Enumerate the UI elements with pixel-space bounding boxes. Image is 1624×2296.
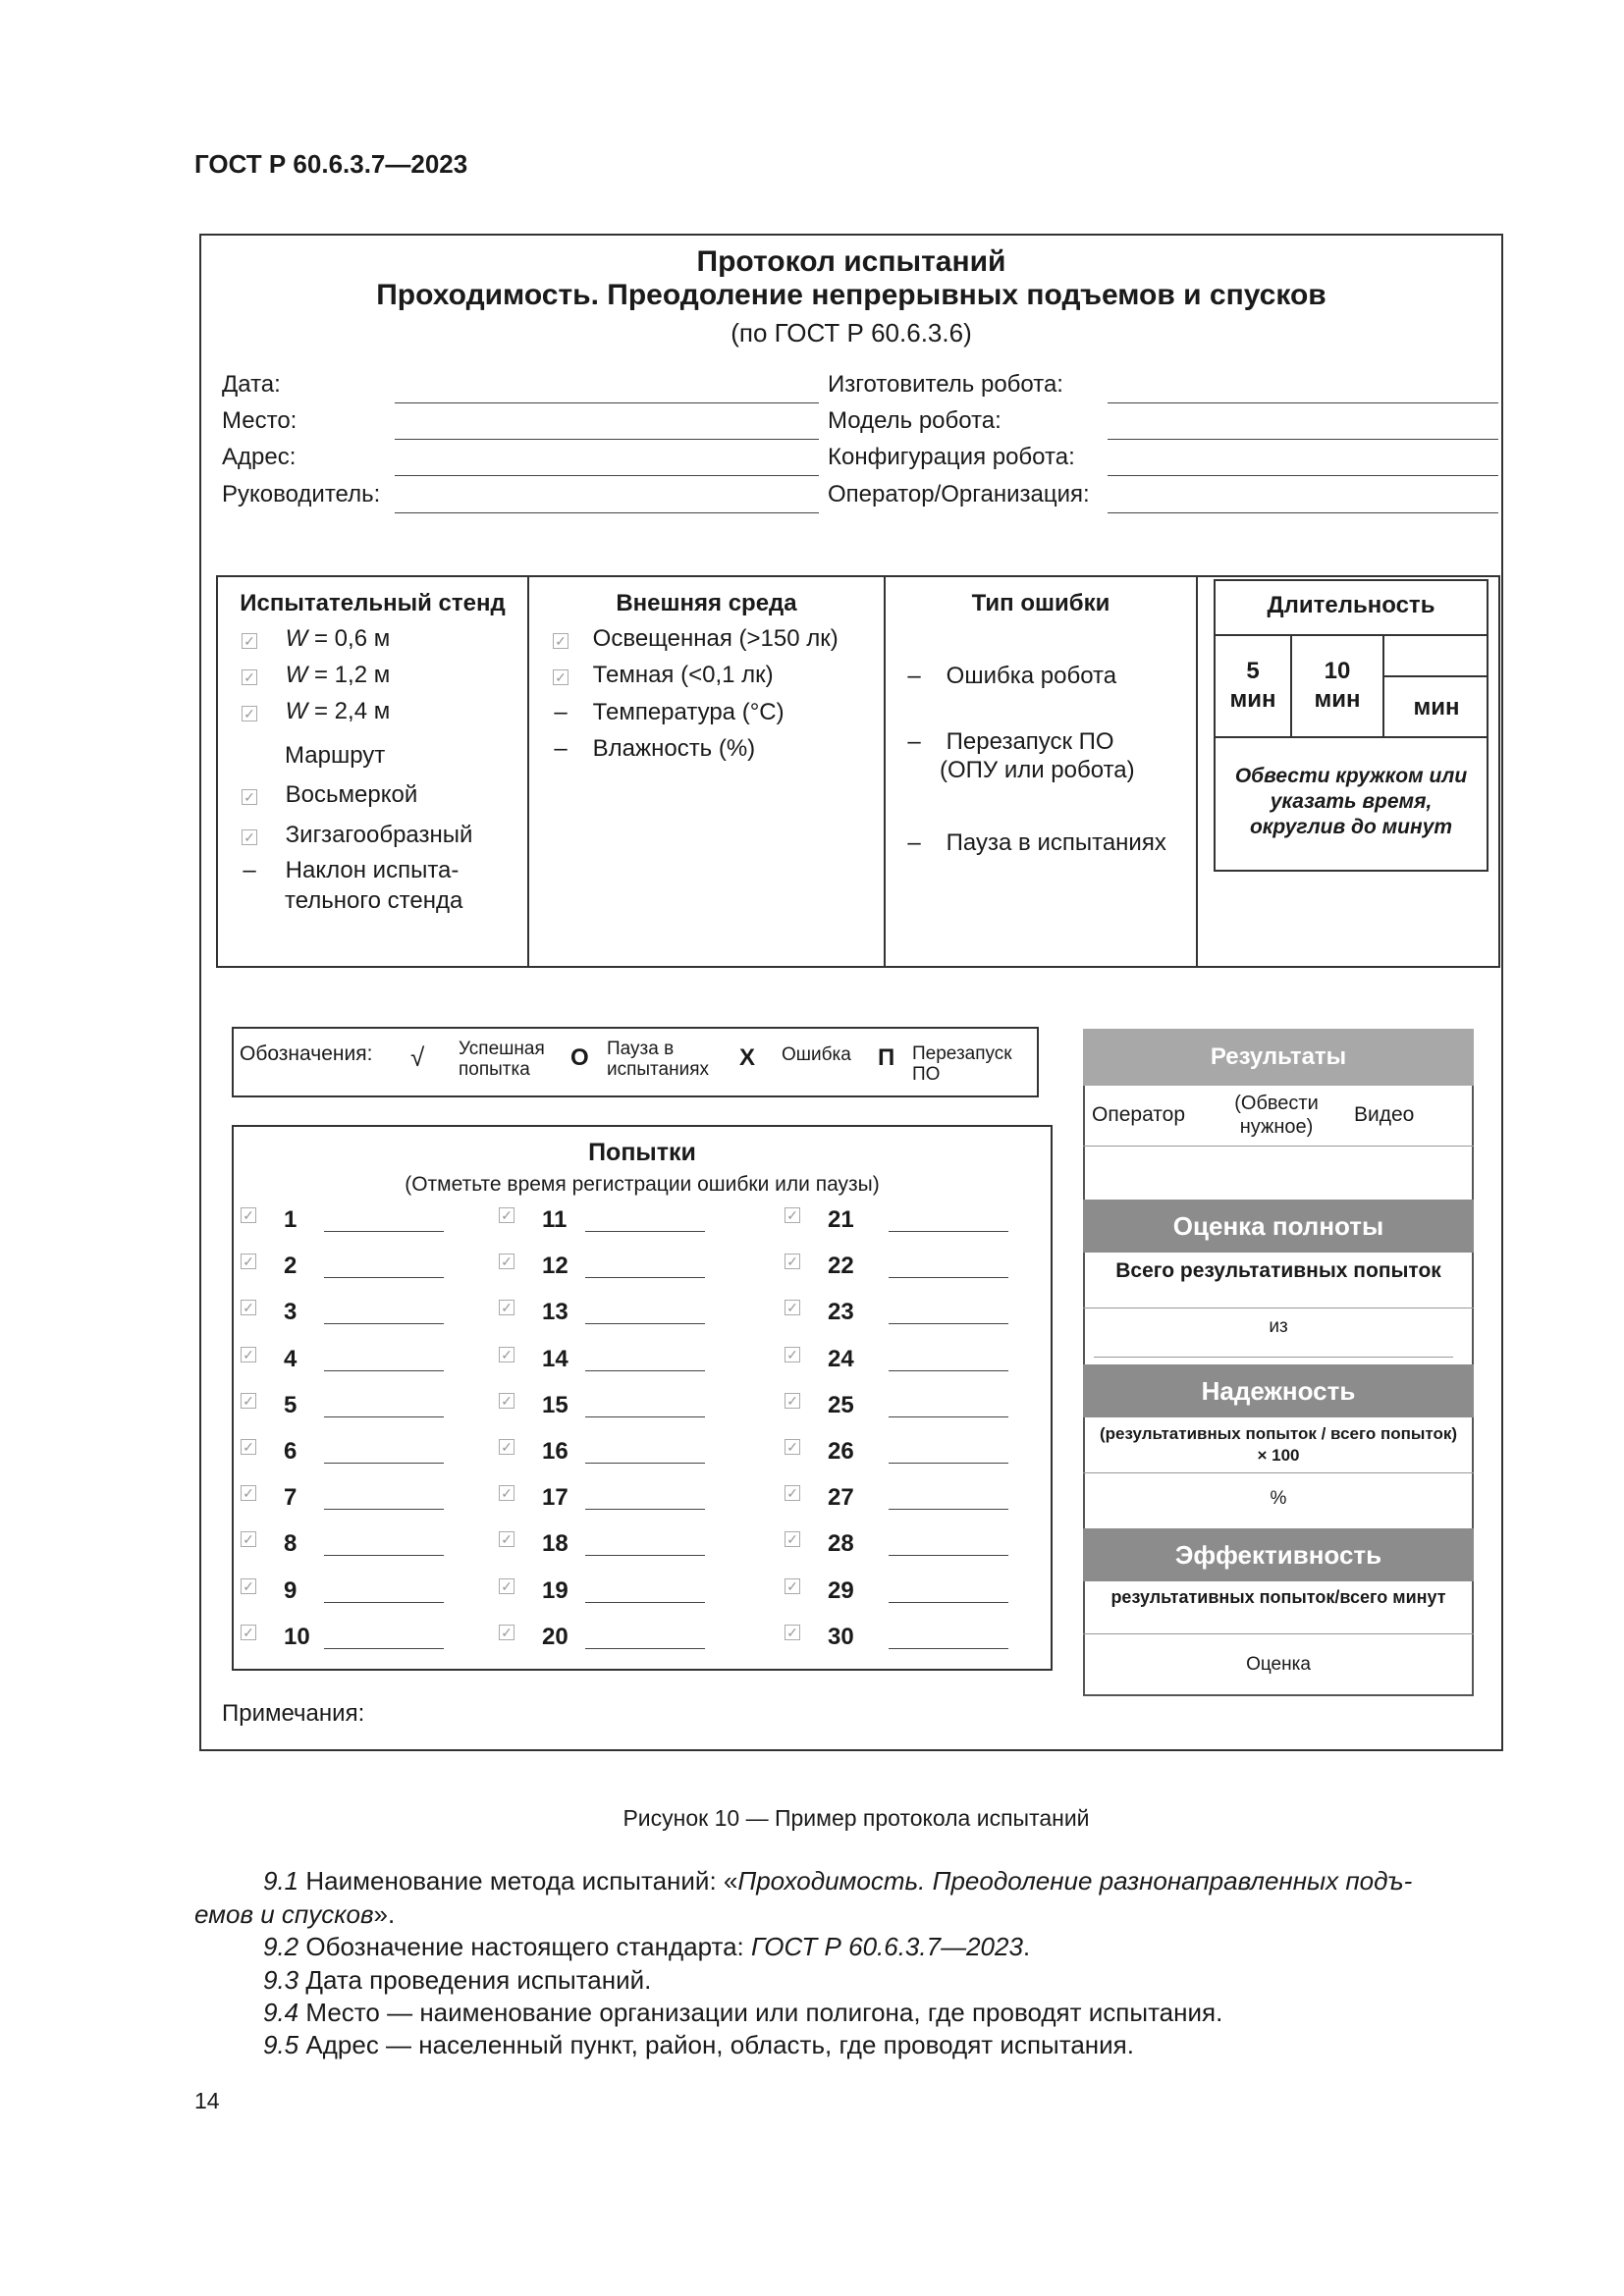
duration-note-line: Обвести кружком или <box>1234 765 1468 787</box>
figure-caption: Рисунок 10 — Пример протокола испытаний <box>623 1805 1090 1831</box>
duration-heading: Длительность <box>1267 592 1435 618</box>
field-line-configuration[interactable] <box>1108 475 1498 476</box>
page-number: 14 <box>194 2088 220 2113</box>
paragraph-text: Обозначение настоящего стандарта: <box>298 1932 752 1961</box>
attempt-checkbox[interactable]: ✓ <box>785 1300 800 1315</box>
env-dark[interactable] <box>553 662 774 689</box>
duration-note-line: округлив до минут <box>1249 816 1453 838</box>
legend-text: ПО <box>912 1064 941 1085</box>
checkbox-icon[interactable]: ✓ <box>242 829 257 845</box>
attempt-time-line[interactable] <box>324 1416 444 1417</box>
attempt-number: 20 <box>542 1623 568 1650</box>
checkbox-icon[interactable]: ✓ <box>242 789 257 805</box>
divider <box>1214 634 1489 636</box>
duration-note <box>1214 764 1489 840</box>
attempt-checkbox[interactable]: ✓ <box>499 1254 514 1269</box>
clause-number: 9.3 <box>263 1965 299 1995</box>
dash-icon: – <box>907 663 921 689</box>
error-symbol: Х <box>739 1044 756 1071</box>
divider <box>1083 1633 1474 1634</box>
attempt-checkbox[interactable]: ✓ <box>499 1347 514 1362</box>
field-line-manufacturer[interactable] <box>1108 402 1498 403</box>
attempt-time-line[interactable] <box>889 1231 1008 1232</box>
divider <box>1290 634 1292 736</box>
duration-5-unit: мин <box>1229 686 1276 713</box>
legend-text: Пауза в <box>607 1039 675 1059</box>
paragraph-text: Место — наименование организации или полигона, где проводят испытания. <box>298 1998 1223 2027</box>
env-heading: Внешняя среда <box>616 590 797 616</box>
attempt-number: 4 <box>284 1345 298 1372</box>
stand-width-1[interactable] <box>242 625 390 653</box>
attempt-time-line[interactable] <box>324 1323 444 1324</box>
protocol-title: Протокол испытаний <box>696 245 1006 278</box>
attempt-time-line[interactable] <box>889 1323 1008 1324</box>
attempt-checkbox[interactable]: ✓ <box>241 1347 256 1362</box>
paragraph-9-5 <box>263 2030 1134 2060</box>
stand-width-1-label: = 0,6 м <box>314 625 391 652</box>
field-line-date[interactable] <box>395 402 819 403</box>
divider <box>1083 1472 1474 1473</box>
attempts-box <box>232 1125 1053 1671</box>
attempt-checkbox[interactable]: ✓ <box>785 1625 800 1640</box>
attempt-checkbox[interactable]: ✓ <box>785 1254 800 1269</box>
efficiency-score: Оценка <box>1246 1654 1311 1675</box>
errtype-pause-label: Пауза в испытаниях <box>946 829 1166 856</box>
attempt-checkbox[interactable]: ✓ <box>499 1531 514 1547</box>
attempt-time-line[interactable] <box>585 1323 705 1324</box>
protocol-subtitle: Проходимость. Преодоление непрерывных подъемов и спусков <box>376 279 1326 311</box>
field-line-manager[interactable] <box>395 512 819 513</box>
efficiency-heading: Эффективность <box>1083 1528 1474 1581</box>
attempt-time-line[interactable] <box>585 1231 705 1232</box>
attempt-number: 17 <box>542 1484 568 1512</box>
reliability-heading: Надежность <box>1083 1364 1474 1417</box>
attempt-number: 18 <box>542 1530 568 1558</box>
duration-10-unit: мин <box>1314 686 1361 713</box>
legend-text: Успешная <box>459 1039 545 1059</box>
paragraph-text: Адрес — населенный пункт, район, область, где проводят испытания. <box>298 2030 1134 2059</box>
column-divider <box>527 575 529 968</box>
dash-icon: – <box>243 857 256 883</box>
paragraph-text: Дата проведения испытаний. <box>298 1965 652 1995</box>
attempt-time-line[interactable] <box>585 1463 705 1464</box>
restart-symbol: П <box>878 1044 895 1071</box>
width-symbol: W <box>285 625 308 652</box>
env-temperature-label: Температура (°C) <box>592 699 785 725</box>
attempt-number: 8 <box>284 1530 298 1558</box>
attempt-checkbox[interactable]: ✓ <box>241 1485 256 1501</box>
stand-width-3[interactable] <box>242 698 390 725</box>
stand-slope-label: Наклон испыта- <box>285 857 460 883</box>
attempt-time-line[interactable] <box>324 1231 444 1232</box>
attempt-time-line[interactable] <box>585 1555 705 1556</box>
attempt-number: 12 <box>542 1253 568 1280</box>
field-line-place[interactable] <box>395 439 819 440</box>
errtype-restart <box>906 728 1114 756</box>
width-symbol: W <box>285 662 308 688</box>
paragraph-italic: ГОСТ Р 60.6.3.7—2023 <box>751 1932 1023 1961</box>
attempt-time-line[interactable] <box>324 1509 444 1510</box>
results-video[interactable]: Видео <box>1354 1103 1415 1126</box>
attempt-checkbox[interactable]: ✓ <box>241 1439 256 1455</box>
paragraph-italic: Проходимость. Преодоление разнонаправленных подъ- <box>737 1866 1413 1896</box>
attempt-number: 27 <box>828 1484 854 1512</box>
attempt-time-line[interactable] <box>889 1463 1008 1464</box>
errtype-heading: Тип ошибки <box>971 590 1110 616</box>
errtype-robot <box>906 663 1116 690</box>
results-heading: Результаты <box>1083 1029 1474 1086</box>
paragraph-9-3 <box>263 1965 651 1996</box>
results-circle-hint-line: нужное) <box>1239 1116 1314 1138</box>
paragraph-text: ». <box>373 1899 396 1929</box>
attempt-checkbox[interactable]: ✓ <box>785 1485 800 1501</box>
completeness-heading: Оценка полноты <box>1083 1200 1474 1253</box>
legend-error: Ошибка <box>782 1044 851 1065</box>
reliability-percent: % <box>1270 1488 1287 1509</box>
attempt-time-line[interactable] <box>889 1648 1008 1649</box>
reliability-formula <box>1083 1423 1474 1467</box>
attempts-subheading: (Отметьте время регистрации ошибки или паузы) <box>405 1173 880 1196</box>
divider <box>1382 675 1489 677</box>
stand-heading: Испытательный стенд <box>240 590 506 616</box>
attempt-checkbox[interactable]: ✓ <box>241 1625 256 1640</box>
duration-5-number[interactable]: 5 <box>1246 658 1260 684</box>
legend-text: Перезапуск <box>912 1043 1012 1064</box>
legend-text: испытаниях <box>607 1059 710 1080</box>
errtype-robot-label: Ошибка робота <box>946 663 1117 689</box>
legend-restart <box>912 1043 1012 1085</box>
paragraph-9-4 <box>263 1998 1222 2028</box>
attempt-number: 1 <box>284 1206 298 1233</box>
attempt-time-line[interactable] <box>585 1648 705 1649</box>
stand-width-3-label: = 2,4 м <box>314 698 391 724</box>
document-header: ГОСТ Р 60.6.3.7—2023 <box>194 149 468 179</box>
attempt-number: 24 <box>828 1345 854 1372</box>
attempt-number: 5 <box>284 1391 298 1418</box>
field-label-configuration: Конфигурация робота: <box>828 444 1075 470</box>
duration-custom-unit: мин <box>1413 694 1460 721</box>
attempt-checkbox[interactable]: ✓ <box>499 1207 514 1223</box>
attempt-number: 9 <box>284 1576 298 1604</box>
attempt-time-line[interactable] <box>324 1602 444 1603</box>
stand-width-2[interactable] <box>242 662 390 689</box>
attempt-time-line[interactable] <box>585 1509 705 1510</box>
stand-width-2-label: = 1,2 м <box>314 662 391 688</box>
env-dark-label: Темная (<0,1 лк) <box>592 662 774 688</box>
attempt-checkbox[interactable]: ✓ <box>499 1393 514 1409</box>
attempt-number: 16 <box>542 1438 568 1465</box>
completeness-answer-line[interactable] <box>1094 1357 1453 1358</box>
attempt-checkbox[interactable]: ✓ <box>785 1207 800 1223</box>
field-label-place: Место: <box>222 407 298 434</box>
attempt-checkbox[interactable]: ✓ <box>499 1439 514 1455</box>
field-label-manufacturer: Изготовитель робота: <box>828 371 1063 398</box>
attempt-checkbox[interactable]: ✓ <box>241 1531 256 1547</box>
attempt-checkbox[interactable]: ✓ <box>499 1578 514 1594</box>
results-operator[interactable]: Оператор <box>1092 1103 1186 1126</box>
reliability-formula-line: × 100 <box>1257 1446 1300 1465</box>
route-figure-eight-label: Восьмеркой <box>285 781 418 808</box>
pause-symbol: О <box>570 1044 589 1071</box>
attempt-checkbox[interactable]: ✓ <box>241 1393 256 1409</box>
attempt-number: 6 <box>284 1438 298 1465</box>
clause-number: 9.5 <box>263 2030 299 2059</box>
dash-icon: – <box>554 699 568 725</box>
clause-number: 9.2 <box>263 1932 299 1961</box>
duration-note-line: указать время, <box>1270 790 1433 813</box>
dash-icon: – <box>907 728 921 755</box>
paragraph-9-1 <box>263 1866 1520 1896</box>
divider <box>1083 1146 1474 1147</box>
results-circle-hint <box>1218 1092 1335 1139</box>
stand-slope <box>242 857 459 884</box>
paragraph-text: Наименование метода испытаний: « <box>298 1866 738 1896</box>
attempt-time-line[interactable] <box>585 1416 705 1417</box>
attempt-time-line[interactable] <box>889 1509 1008 1510</box>
attempt-number: 28 <box>828 1530 854 1558</box>
attempt-number: 14 <box>542 1345 568 1372</box>
width-symbol: W <box>285 698 308 724</box>
checkbox-icon[interactable]: ✓ <box>242 706 257 721</box>
attempt-checkbox[interactable]: ✓ <box>785 1393 800 1409</box>
dash-icon: – <box>554 735 568 762</box>
attempt-checkbox[interactable]: ✓ <box>241 1254 256 1269</box>
attempt-checkbox[interactable]: ✓ <box>499 1485 514 1501</box>
attempt-number: 10 <box>284 1623 310 1650</box>
attempt-checkbox[interactable]: ✓ <box>241 1300 256 1315</box>
field-line-address[interactable] <box>395 475 819 476</box>
route-label: Маршрут <box>285 742 386 769</box>
attempt-number: 11 <box>542 1206 568 1233</box>
env-humidity-label: Влажность (%) <box>592 735 756 762</box>
clause-number: 9.4 <box>263 1998 299 2027</box>
attempt-time-line[interactable] <box>889 1555 1008 1556</box>
attempt-number: 7 <box>284 1484 298 1512</box>
results-circle-hint-line: (Обвести <box>1234 1093 1319 1114</box>
paragraph-text: . <box>1022 1932 1031 1961</box>
attempt-checkbox[interactable]: ✓ <box>241 1207 256 1223</box>
env-temperature <box>553 699 785 726</box>
duration-10-number[interactable]: 10 <box>1324 658 1351 684</box>
route-zigzag-label: Зигзагообразный <box>285 822 473 848</box>
field-line-model[interactable] <box>1108 439 1498 440</box>
attempt-number: 26 <box>828 1438 854 1465</box>
stand-slope-label-cont: тельного стенда <box>285 887 463 914</box>
attempt-checkbox[interactable]: ✓ <box>785 1347 800 1362</box>
dash-icon: – <box>907 829 921 856</box>
attempt-number: 13 <box>542 1299 568 1326</box>
attempt-time-line[interactable] <box>324 1648 444 1649</box>
errtype-pause <box>906 829 1166 857</box>
attempt-time-line[interactable] <box>585 1602 705 1603</box>
errtype-restart-label-cont: (ОПУ или робота) <box>940 757 1135 783</box>
notes-label: Примечания: <box>222 1700 365 1727</box>
clause-number: 9.1 <box>263 1866 299 1896</box>
field-line-operator[interactable] <box>1108 512 1498 513</box>
paragraph-9-1-cont <box>194 1899 395 1930</box>
field-label-address: Адрес: <box>222 444 297 470</box>
attempt-number: 29 <box>828 1576 854 1604</box>
attempt-checkbox[interactable]: ✓ <box>499 1625 514 1640</box>
paragraph-9-2 <box>263 1932 1030 1962</box>
attempt-time-line[interactable] <box>585 1277 705 1278</box>
field-label-operator: Оператор/Организация: <box>828 481 1090 507</box>
field-label-manager: Руководитель: <box>222 481 381 507</box>
attempt-number: 21 <box>828 1206 854 1233</box>
attempt-number: 30 <box>828 1623 854 1650</box>
attempt-time-line[interactable] <box>324 1555 444 1556</box>
attempt-number: 19 <box>542 1576 568 1604</box>
attempt-number: 15 <box>542 1391 568 1418</box>
attempt-number: 3 <box>284 1299 298 1326</box>
attempt-time-line[interactable] <box>324 1463 444 1464</box>
divider <box>1214 736 1489 738</box>
attempt-checkbox[interactable]: ✓ <box>785 1439 800 1455</box>
errtype-restart-label: Перезапуск ПО <box>946 728 1114 755</box>
legend-label: Обозначения: <box>240 1042 373 1065</box>
env-lit[interactable] <box>553 625 839 653</box>
route-zigzag[interactable] <box>242 822 472 849</box>
reliability-formula-line: (результативных попыток / всего попыток) <box>1099 1424 1458 1443</box>
completeness-of: из <box>1269 1316 1288 1337</box>
attempt-time-line[interactable] <box>585 1370 705 1371</box>
attempt-number: 22 <box>828 1253 854 1280</box>
success-symbol: √ <box>410 1042 425 1072</box>
attempts-heading: Попытки <box>588 1139 696 1166</box>
attempt-number: 23 <box>828 1299 854 1326</box>
attempt-time-line[interactable] <box>324 1277 444 1278</box>
attempt-time-line[interactable] <box>889 1416 1008 1417</box>
attempt-time-line[interactable] <box>324 1370 444 1371</box>
column-divider <box>884 575 886 968</box>
attempt-number: 2 <box>284 1253 298 1280</box>
completeness-total: Всего результативных попыток <box>1115 1259 1441 1282</box>
attempt-time-line[interactable] <box>889 1602 1008 1603</box>
attempt-checkbox[interactable]: ✓ <box>785 1578 800 1594</box>
route-figure-eight[interactable] <box>242 781 417 809</box>
checkbox-icon[interactable]: ✓ <box>242 633 257 649</box>
checkbox-icon[interactable]: ✓ <box>553 633 568 649</box>
attempt-time-line[interactable] <box>889 1370 1008 1371</box>
paragraph-italic: емов и спусков <box>194 1899 374 1929</box>
legend-pause <box>607 1039 709 1080</box>
checkbox-icon[interactable]: ✓ <box>553 669 568 685</box>
attempt-checkbox[interactable]: ✓ <box>785 1531 800 1547</box>
field-label-date: Дата: <box>222 371 281 398</box>
checkbox-icon[interactable]: ✓ <box>242 669 257 685</box>
env-humidity <box>553 735 755 763</box>
legend-text: попытка <box>459 1059 530 1080</box>
protocol-reference: (по ГОСТ Р 60.6.3.6) <box>731 318 972 347</box>
attempt-checkbox[interactable]: ✓ <box>499 1300 514 1315</box>
legend-success <box>459 1039 545 1080</box>
efficiency-formula: результативных попыток/всего минут <box>1110 1587 1446 1607</box>
env-lit-label: Освещенная (>150 лк) <box>592 625 839 652</box>
attempt-number: 25 <box>828 1391 854 1418</box>
attempt-time-line[interactable] <box>889 1277 1008 1278</box>
attempt-checkbox[interactable]: ✓ <box>241 1578 256 1594</box>
field-label-model: Модель робота: <box>828 407 1001 434</box>
column-divider <box>1196 575 1198 968</box>
